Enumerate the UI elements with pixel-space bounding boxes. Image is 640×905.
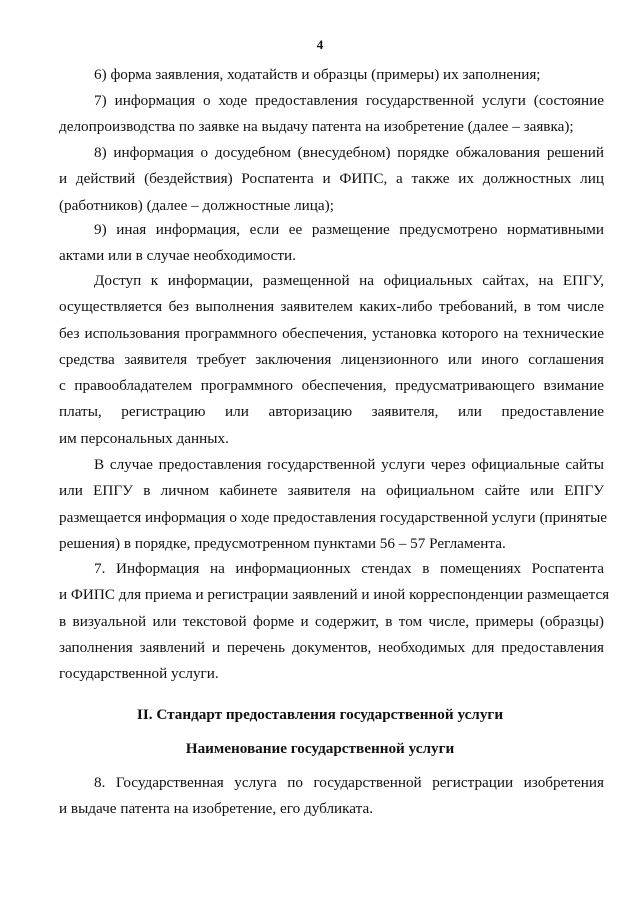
paragraph-line: средства заявителя требует заключения лицензионного или иного соглашения bbox=[59, 350, 604, 368]
paragraph-service-name bbox=[59, 770, 604, 823]
paragraph-line: (работников) (далее – должностные лица); bbox=[59, 196, 334, 214]
paragraph-line: и ФИПС для приема и регистрации заявлений и иной корреспонденции размещается bbox=[59, 586, 610, 604]
paragraph-line: и действий (бездействия) Роспатента и ФИПС, а также их должностных лиц bbox=[59, 170, 604, 188]
paragraph-line: 8. Государственная услуга по государственной регистрации изобретения bbox=[94, 774, 604, 791]
paragraph-line: размещается информация о ходе предоставления государственной услуги (принятые bbox=[59, 508, 608, 526]
paragraph-line: без использования программного обеспечения, установка которого на технические bbox=[59, 324, 604, 342]
paragraph-info-stands bbox=[59, 556, 610, 687]
paragraph-item-9 bbox=[59, 217, 604, 270]
section-heading: II. Стандарт предоставления государственной услуги bbox=[136, 706, 504, 723]
paragraph-item-7 bbox=[59, 88, 604, 141]
paragraph-line: платы, регистрацию или авторизацию заявителя, или предоставление bbox=[59, 403, 604, 421]
paragraph-line: и выдаче патента на изобретение, его дубликата. bbox=[59, 800, 374, 818]
paragraph-item-6 bbox=[59, 62, 604, 88]
paragraph-line: им персональных данных. bbox=[59, 429, 229, 447]
paragraph-line: 7) информация о ходе предоставления государственной услуги (состояние bbox=[94, 92, 604, 109]
paragraph-epgu-cabinet bbox=[59, 452, 608, 557]
paragraph-line: В случае предоставления государственной услуги через официальные сайты bbox=[94, 456, 604, 473]
paragraph-line: осуществляется без выполнения заявителем каких-либо требований, в том числе bbox=[59, 298, 604, 316]
paragraph-item-8 bbox=[59, 140, 604, 219]
paragraph-line: Доступ к информации, размещенной на официальных сайтах, на ЕПГУ, bbox=[94, 272, 604, 289]
paragraph-line: 9) иная информация, если ее размещение предусмотрено нормативными bbox=[94, 221, 604, 238]
paragraph-line: в визуальной или текстовой форме и содержит, в том числе, примеры (образцы) bbox=[59, 612, 604, 630]
paragraph-line: актами или в случае необходимости. bbox=[59, 247, 296, 265]
paragraph-line: или ЕПГУ в личном кабинете заявителя на официальном сайте или ЕПГУ bbox=[59, 482, 604, 500]
paragraph-line: государственной услуги. bbox=[59, 665, 219, 683]
paragraph-access-info bbox=[59, 268, 604, 452]
paragraph-line: 6) форма заявления, ходатайств и образцы (примеры) их заполнения; bbox=[94, 66, 541, 83]
paragraph-line: с правообладателем программного обеспечения, предусматривающего взимание bbox=[59, 377, 604, 395]
paragraph-line: заполнения заявлений и перечень документов, необходимых для предоставления bbox=[59, 638, 604, 656]
paragraph-line: решения) в порядке, предусмотренном пунктами 56 – 57 Регламента. bbox=[59, 534, 506, 552]
page-number: 4 bbox=[316, 37, 324, 52]
subsection-heading: Наименование государственной услуги bbox=[185, 740, 455, 757]
paragraph-line: 8) информация о досудебном (внесудебном) порядке обжалования решений bbox=[94, 144, 604, 161]
paragraph-line: 7. Информация на информационных стендах в помещениях Роспатента bbox=[94, 560, 604, 577]
paragraph-line: делопроизводства по заявке на выдачу патента на изобретение (далее – заявка); bbox=[59, 118, 574, 136]
